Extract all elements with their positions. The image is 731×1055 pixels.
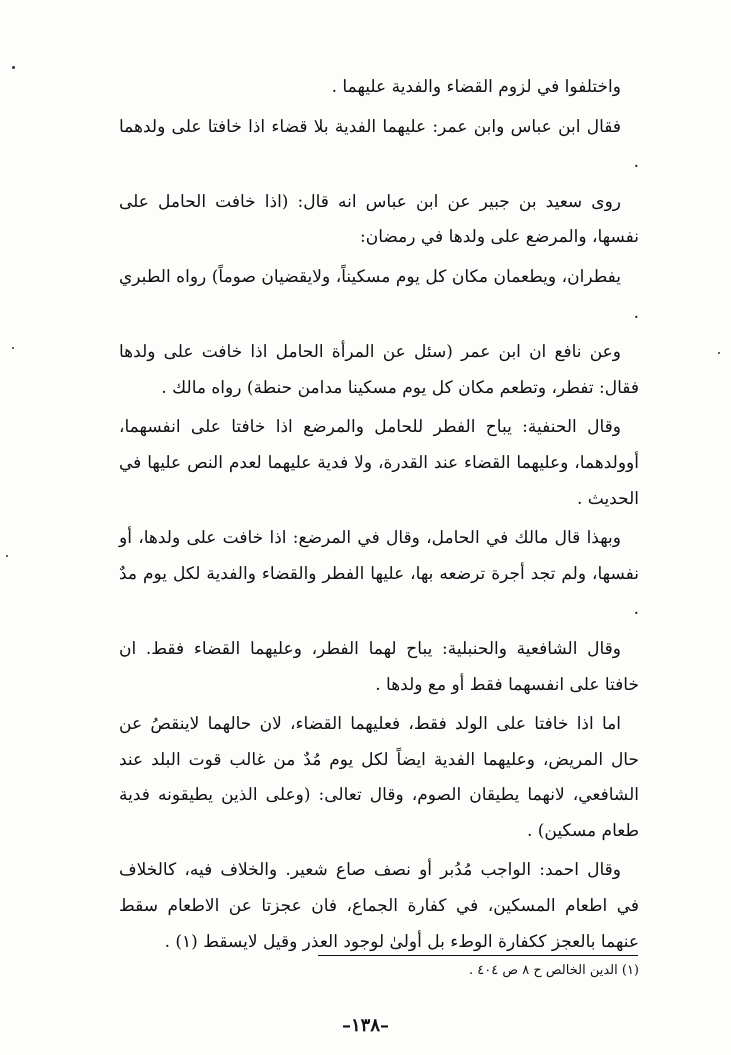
scan-speck: [6, 555, 8, 557]
paragraph: واختلفوا في لزوم القضاء والفدية عليهما .: [331, 77, 621, 97]
scan-speck: [12, 66, 15, 69]
footnote-separator: [318, 955, 638, 956]
paragraph: وبهذا قال مالك في الحامل، وقال في المرضع: اذا خافت على ولدها، أو نفسها، ولم تجد أجرة ترضعه بها، عليها الفطر والقضاء والفدية لكل يوم مدٌ .: [119, 528, 639, 620]
scan-speck: [718, 352, 720, 354]
paragraph: اما اذا خافتا على الولد فقط، فعليهما القضاء، لان حالهما لاينقصُ عن حال المريض، وعليهما الفدية ايضاً لكل يوم مُدٌ من غالب قوت البلد عند الشافعي، لانهما يطيقان الصوم، وقال تعالى: (وعلى الذين يطيقونه فدية طعام مسكين) .: [119, 714, 639, 841]
paragraph: وقال الحنفية: يباح الفطر للحامل والمرضع اذا خافتا على انفسهما، أوولدهما، وعليهما القضاء عند القدرة، ولا فدية عليهما لعدم النص عليها في الحديث .: [119, 417, 639, 509]
paragraph: وقال احمد: الواجب مُدُبر أو نصف صاع شعير. والخلاف فيه، كالخلاف في اطعام المسكين، في كفارة الجماع، فان عجزتا عن الاطعام سقط عنهما بالعجز ككفارة الوطء بل أولىٰ لوجود العذر وقيل لايسقط (١) .: [119, 860, 639, 952]
page-number: –١٣٨–: [341, 1015, 389, 1036]
footnote: (١) الدين الخالص ح ٨ ص ٤٠٤ .: [469, 963, 639, 978]
paragraph: وعن نافع ان ابن عمر (سئل عن المرأة الحامل اذا خافت على ولدها فقال: تفطر، وتطعم مكان كل يوم مسكينا مدامن حنطة) رواه مالك .: [119, 342, 639, 398]
paragraph: وقال الشافعية والحنبلية: يباح لهما الفطر، وعليهما القضاء فقط. ان خافتا على انفسهما فقط أو مع ولدها .: [119, 638, 639, 695]
paragraph: فقال ابن عباس وابن عمر: عليهما الفدية بلا قضاء اذا خافتا على ولدهما .: [119, 116, 639, 173]
scan-speck: [12, 347, 14, 349]
paragraph: يفطران، ويطعمان مكان كل يوم مسكيناً، ولايقضيان صوماً) رواه الطبري .: [119, 266, 639, 323]
paragraph: روى سعيد بن جبير عن ابن عباس انه قال: (اذا خافت الحامل على نفسها، والمرضع على ولدها في رمضان:: [119, 191, 639, 248]
body-text: [119, 70, 639, 964]
